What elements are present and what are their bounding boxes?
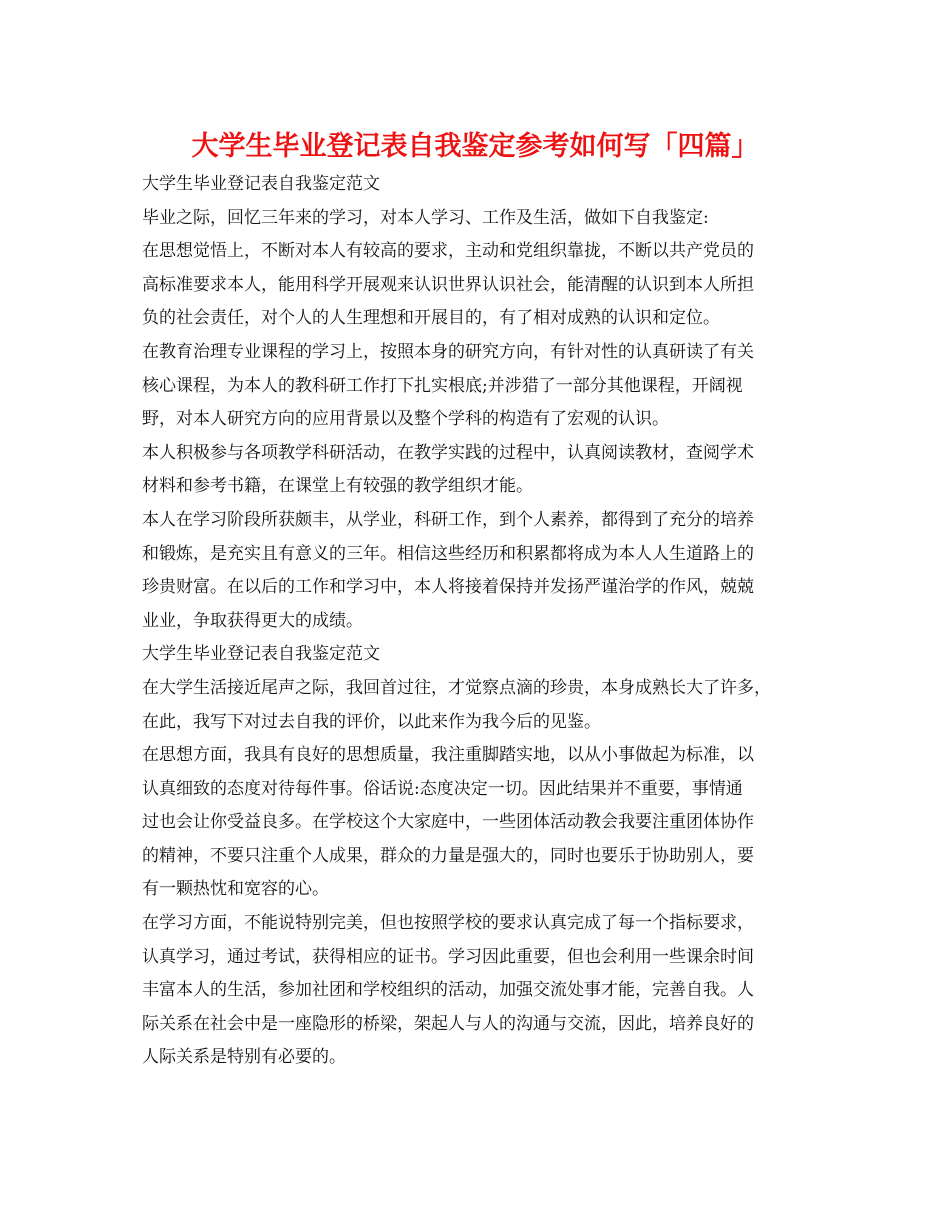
- document-body: [142, 168, 832, 1075]
- text-line: 际关系在社会中是一座隐形的桥梁，架起人与人的沟通与交流，因此，培养良好的: [142, 1013, 754, 1034]
- text-line: 在思想方面，我具有良好的思想质量，我注重脚踏实地，以从小事做起为标准，以: [142, 745, 754, 766]
- text-line: 和锻炼，是充实且有意义的三年。相信这些经历和积累都将成为本人人生道路上的: [142, 543, 754, 564]
- text-line: 核心课程，为本人的教科研工作打下扎实根底;并涉猎了一部分其他课程，开阔视: [142, 375, 743, 396]
- text-line: 珍贵财富。在以后的工作和学习中，本人将接着保持并发扬严谨治学的作风，兢兢: [142, 577, 754, 598]
- text-line: 有一颗热忱和宽容的心。: [142, 879, 329, 900]
- text-line: 在此，我写下对过去自我的评价，以此来作为我今后的见鉴。: [142, 711, 601, 732]
- document-title: 大学生毕业登记表自我鉴定参考如何写「四篇」: [191, 131, 759, 162]
- text-line: 本人积极参与各项教学科研活动，在教学实践的过程中，认真阅读教材，查阅学术: [142, 442, 754, 463]
- text-line: 本人在学习阶段所获颇丰，从学业，科研工作，到个人素养，都得到了充分的培养: [142, 509, 754, 530]
- text-line: 过也会让你受益良多。在学校这个大家庭中，一些团体活动教会我要注重团体协作: [142, 812, 754, 833]
- text-line: 在大学生活接近尾声之际，我回首过往，才觉察点滴的珍贵，本身成熟长大了许多，: [142, 677, 771, 698]
- text-line: 在教育治理专业课程的学习上，按照本身的研究方向，有针对性的认真研读了有关: [142, 341, 754, 362]
- text-line: 在思想觉悟上，不断对本人有较高的要求，主动和党组织靠拢，不断以共产党员的: [142, 241, 754, 262]
- text-line: 毕业之际，回忆三年来的学习，对本人学习、工作及生活，做如下自我鉴定:: [142, 207, 709, 228]
- text-line: 人际关系是特别有必要的。: [142, 1047, 346, 1068]
- text-line: 材料和参考书籍，在课堂上有较强的教学组织才能。: [142, 476, 533, 497]
- text-line: 高标准要求本人，能用科学开展观来认识世界认识社会，能清醒的认识到本人所担: [142, 274, 754, 295]
- section-heading: 大学生毕业登记表自我鉴定范文: [142, 174, 380, 194]
- text-line: 的精神，不要只注重个人成果，群众的力量是强大的，同时也要乐于协助别人，要: [142, 845, 754, 866]
- text-line: 丰富本人的生活，参加社团和学校组织的活动，加强交流处事才能，完善自我。人: [142, 980, 754, 1001]
- text-line: 业业，争取获得更大的成绩。: [142, 610, 363, 631]
- text-line: 负的社会责任，对个人的人生理想和开展目的，有了相对成熟的认识和定位。: [142, 308, 720, 329]
- section-heading: 大学生毕业登记表自我鉴定范文: [142, 644, 380, 665]
- text-line: 认真学习，通过考试，获得相应的证书。学习因此重要，但也会利用一些课余时间: [142, 946, 754, 967]
- text-line: 在学习方面，不能说特别完美，但也按照学校的要求认真完成了每一个指标要求，: [142, 913, 754, 934]
- text-line: 认真细致的态度对待每件事。俗话说:态度决定一切。因此结果并不重要，事情通: [142, 778, 743, 799]
- text-line: 野，对本人研究方向的应用背景以及整个学科的构造有了宏观的认识。: [142, 409, 669, 430]
